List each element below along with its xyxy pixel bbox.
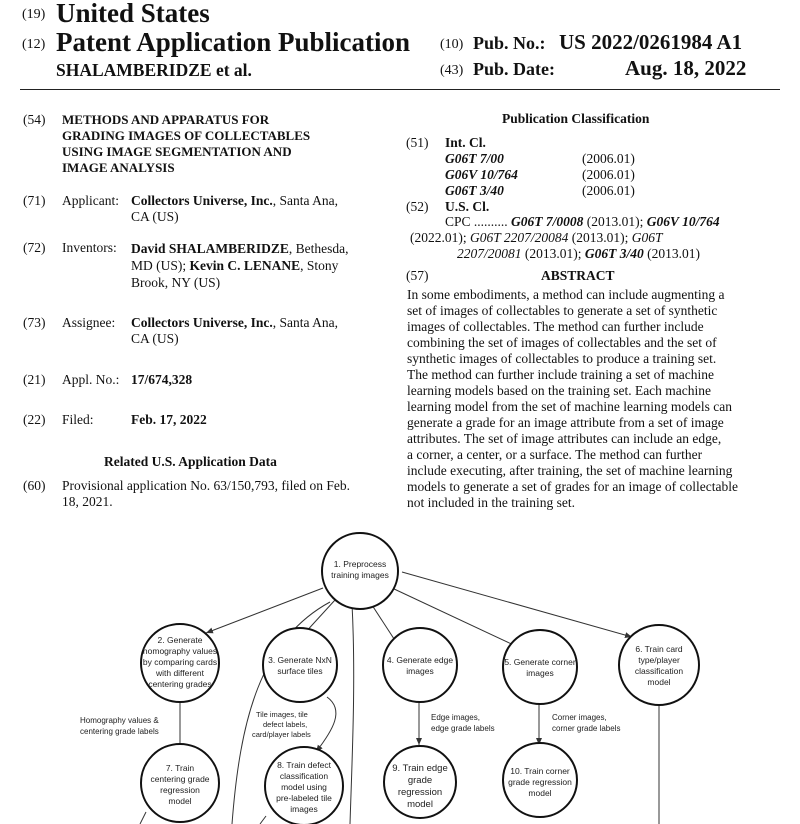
title-code: (54) — [23, 112, 46, 127]
node-9-label: 9. Train edge — [392, 763, 448, 774]
node-3-label: 3. Generate NxN — [268, 655, 332, 665]
abstract-code: (57) — [406, 268, 429, 283]
inventor-2: Kevin C. LENANE — [189, 258, 301, 273]
cpc-prefix: CPC .......... — [445, 214, 508, 229]
corner-images-label: corner grade labels — [552, 724, 621, 733]
abstract-heading: ABSTRACT — [541, 268, 615, 283]
node-6-label: 6. Train card — [635, 644, 683, 654]
inventor-2-location-2: Brook, NY (US) — [131, 275, 221, 290]
node-6-label: classification — [634, 666, 684, 676]
inventor-1: David SHALAMBERIDZE — [131, 241, 289, 256]
node-8-label: model using — [281, 782, 327, 792]
abstract-line: synthetic images of collectables to produce a training set. — [407, 351, 717, 366]
inventor-short: SHALAMBERIDZE et al. — [56, 60, 252, 80]
appl-no: 17/674,328 — [131, 372, 193, 387]
publication-type: Patent Application Publication — [56, 27, 411, 57]
node-8-label: classification — [279, 771, 329, 781]
uscl-code: (52) — [406, 199, 429, 214]
intcl-code-1: G06T 7/00 — [445, 151, 504, 166]
abstract-line: a corner, a center, or a surface. The method can further — [407, 447, 703, 462]
arrow-tail — [260, 816, 266, 824]
intcl-ver-3: (2006.01) — [582, 183, 635, 198]
cpc-ver: (2022.01); — [410, 230, 470, 245]
abstract-line: generate a grade for an image attribute from a set of image — [407, 415, 724, 430]
node-1-label: 1. Preprocess — [333, 559, 387, 569]
node-6 — [619, 625, 699, 705]
node-4-label: 4. Generate edge — [386, 655, 454, 665]
edge-images-label: Edge images, — [431, 713, 480, 722]
node-7-label: 7. Train — [165, 763, 195, 773]
node-5 — [503, 630, 577, 704]
pub-date-label: Pub. Date: — [473, 59, 555, 79]
title-line: METHODS AND APPARATUS FOR — [62, 112, 270, 127]
intcl-code: (51) — [406, 135, 429, 150]
node-2-label: homography values — [142, 646, 218, 656]
node-5-label: 5. Generate corner — [504, 657, 576, 667]
abstract-line: The method can further include training a set of machine — [407, 367, 715, 382]
cpc-code: G06T 7/0008 — [511, 214, 584, 229]
cpc-ver: (2013.01); — [583, 214, 647, 229]
filed-date: Feb. 17, 2022 — [131, 412, 207, 427]
cpc-code: G06T 2207/20084 — [470, 230, 569, 245]
applicant-location-2: CA (US) — [131, 209, 179, 224]
node-3 — [263, 628, 337, 702]
classification-heading: Publication Classification — [502, 111, 650, 126]
abstract-line: attributes. The set of image attributes can include an edge, — [407, 431, 722, 446]
node-10-label: grade regression — [508, 777, 572, 787]
corner-images-label: Corner images, — [552, 713, 607, 722]
node-6-label: type/player — [638, 655, 680, 665]
abstract-line: combining the set of images of collectables and the set of — [407, 335, 717, 350]
node-7-label: model — [168, 796, 192, 806]
appl-label: Appl. No.: — [62, 372, 120, 387]
cpc-ver: (2013.01); — [568, 230, 632, 245]
assignee-location-2: CA (US) — [131, 331, 179, 346]
intcl-code-2: G06V 10/764 — [445, 167, 518, 182]
cpc-code: G06T 3/40 — [584, 246, 644, 261]
node-7-label: centering grade — [150, 774, 210, 784]
assignee-label: Assignee: — [62, 315, 116, 330]
node-10-label: 10. Train corner — [510, 766, 570, 776]
abstract-line: set of images of collectables to generate a set of synthetic — [407, 303, 718, 318]
cpc-ver: (2013.01) — [643, 246, 701, 261]
node-3-label: surface tiles — [277, 666, 323, 676]
inventors-code: (72) — [23, 240, 46, 255]
applicant-code: (71) — [23, 193, 46, 208]
inventors-label: Inventors: — [62, 240, 117, 255]
code-19: (19) — [22, 7, 46, 22]
node-7-label: regression — [160, 785, 200, 795]
applicant-label: Applicant: — [62, 193, 119, 208]
cpc-code: 2207/20081 — [457, 246, 522, 261]
node-2-label: 2. Generate — [157, 635, 203, 645]
abstract-line: include executing, after training, the set of machine learning — [407, 463, 733, 478]
tile-label: card/player labels — [252, 730, 311, 739]
node-8-label: 8. Train defect — [277, 760, 331, 770]
assignee-code: (73) — [23, 315, 46, 330]
abstract-line: In some embodiments, a method can include augmenting a — [407, 287, 725, 302]
assignee-location: , Santa Ana, — [272, 315, 338, 330]
title-line: USING IMAGE SEGMENTATION AND — [62, 144, 292, 159]
applicant-name: Collectors Universe, Inc. — [131, 193, 273, 208]
intcl-label: Int. Cl. — [445, 135, 486, 150]
country: United States — [56, 0, 210, 28]
pub-no: US 2022/0261984 A1 — [559, 30, 743, 54]
node-4 — [383, 628, 457, 702]
node-1-label: training images — [331, 570, 389, 580]
pub-date: Aug. 18, 2022 — [625, 56, 747, 80]
node-10-label: model — [528, 788, 552, 798]
prov-line: 18, 2021. — [62, 494, 113, 509]
tile-label: defect labels, — [263, 720, 308, 729]
node-2-label: with different — [155, 668, 205, 678]
node-9-label: regression — [397, 787, 443, 798]
filed-code: (22) — [23, 412, 46, 427]
inventor-2-location: , Stony — [300, 258, 339, 273]
prov-line: Provisional application No. 63/150,793, filed on Feb. — [62, 478, 350, 493]
assignee-name: Collectors Universe, Inc. — [131, 315, 273, 330]
title-line: IMAGE ANALYSIS — [62, 160, 175, 175]
cpc-ver: (2013.01); — [521, 246, 585, 261]
homography-label: centering grade labels — [80, 727, 159, 736]
node-9-label: grade — [407, 775, 433, 786]
edge-images-label: edge grade labels — [431, 724, 495, 733]
arrow-1-down-mid — [350, 604, 354, 824]
applicant-location: , Santa Ana, — [272, 193, 338, 208]
arrow-1-6 — [402, 572, 632, 637]
tile-label: Tile images, tile — [256, 710, 308, 719]
node-6-label: model — [647, 677, 671, 687]
prov-code: (60) — [23, 478, 46, 493]
uscl-label: U.S. Cl. — [445, 199, 490, 214]
cpc-code: G06V 10/764 — [646, 214, 720, 229]
abstract-line: images of collectables. The method can further include — [407, 319, 704, 334]
node-4-label: images — [406, 666, 434, 676]
node-9-label: model — [407, 799, 433, 810]
code-10: (10) — [440, 37, 464, 52]
abstract-line: learning models based on the training set. Each machine — [407, 383, 712, 398]
inventor-1-location: , Bethesda, — [288, 241, 349, 256]
title-line: GRADING IMAGES OF COLLECTABLES — [62, 128, 311, 143]
intcl-ver-1: (2006.01) — [582, 151, 635, 166]
homography-label: Homography values & — [80, 716, 159, 725]
arrow-3-8 — [316, 697, 336, 752]
node-8-label: images — [290, 804, 318, 814]
appl-code: (21) — [23, 372, 46, 387]
filed-label: Filed: — [62, 412, 94, 427]
abstract-line: learning model from the set of machine learning models can — [407, 399, 733, 414]
code-12: (12) — [22, 37, 46, 52]
arrow-tail — [140, 812, 146, 824]
pub-no-label: Pub. No.: — [473, 33, 546, 53]
abstract-line: not included in the training set. — [407, 495, 575, 510]
node-2-label: centering grades — [148, 679, 212, 689]
inventor-1-state: MD (US); — [131, 258, 190, 273]
node-5-label: images — [526, 668, 554, 678]
node-2-label: by comparing cards — [142, 657, 218, 667]
cpc-code: G06T — [631, 230, 663, 245]
abstract-line: models to generate a set of grades for an image of collectable — [407, 479, 738, 494]
code-43: (43) — [440, 63, 464, 78]
intcl-ver-2: (2006.01) — [582, 167, 635, 182]
related-heading: Related U.S. Application Data — [104, 454, 277, 469]
arrow-1-2 — [206, 588, 323, 633]
intcl-code-3: G06T 3/40 — [445, 183, 504, 198]
node-8-label: pre-labeled tile — [276, 793, 332, 803]
